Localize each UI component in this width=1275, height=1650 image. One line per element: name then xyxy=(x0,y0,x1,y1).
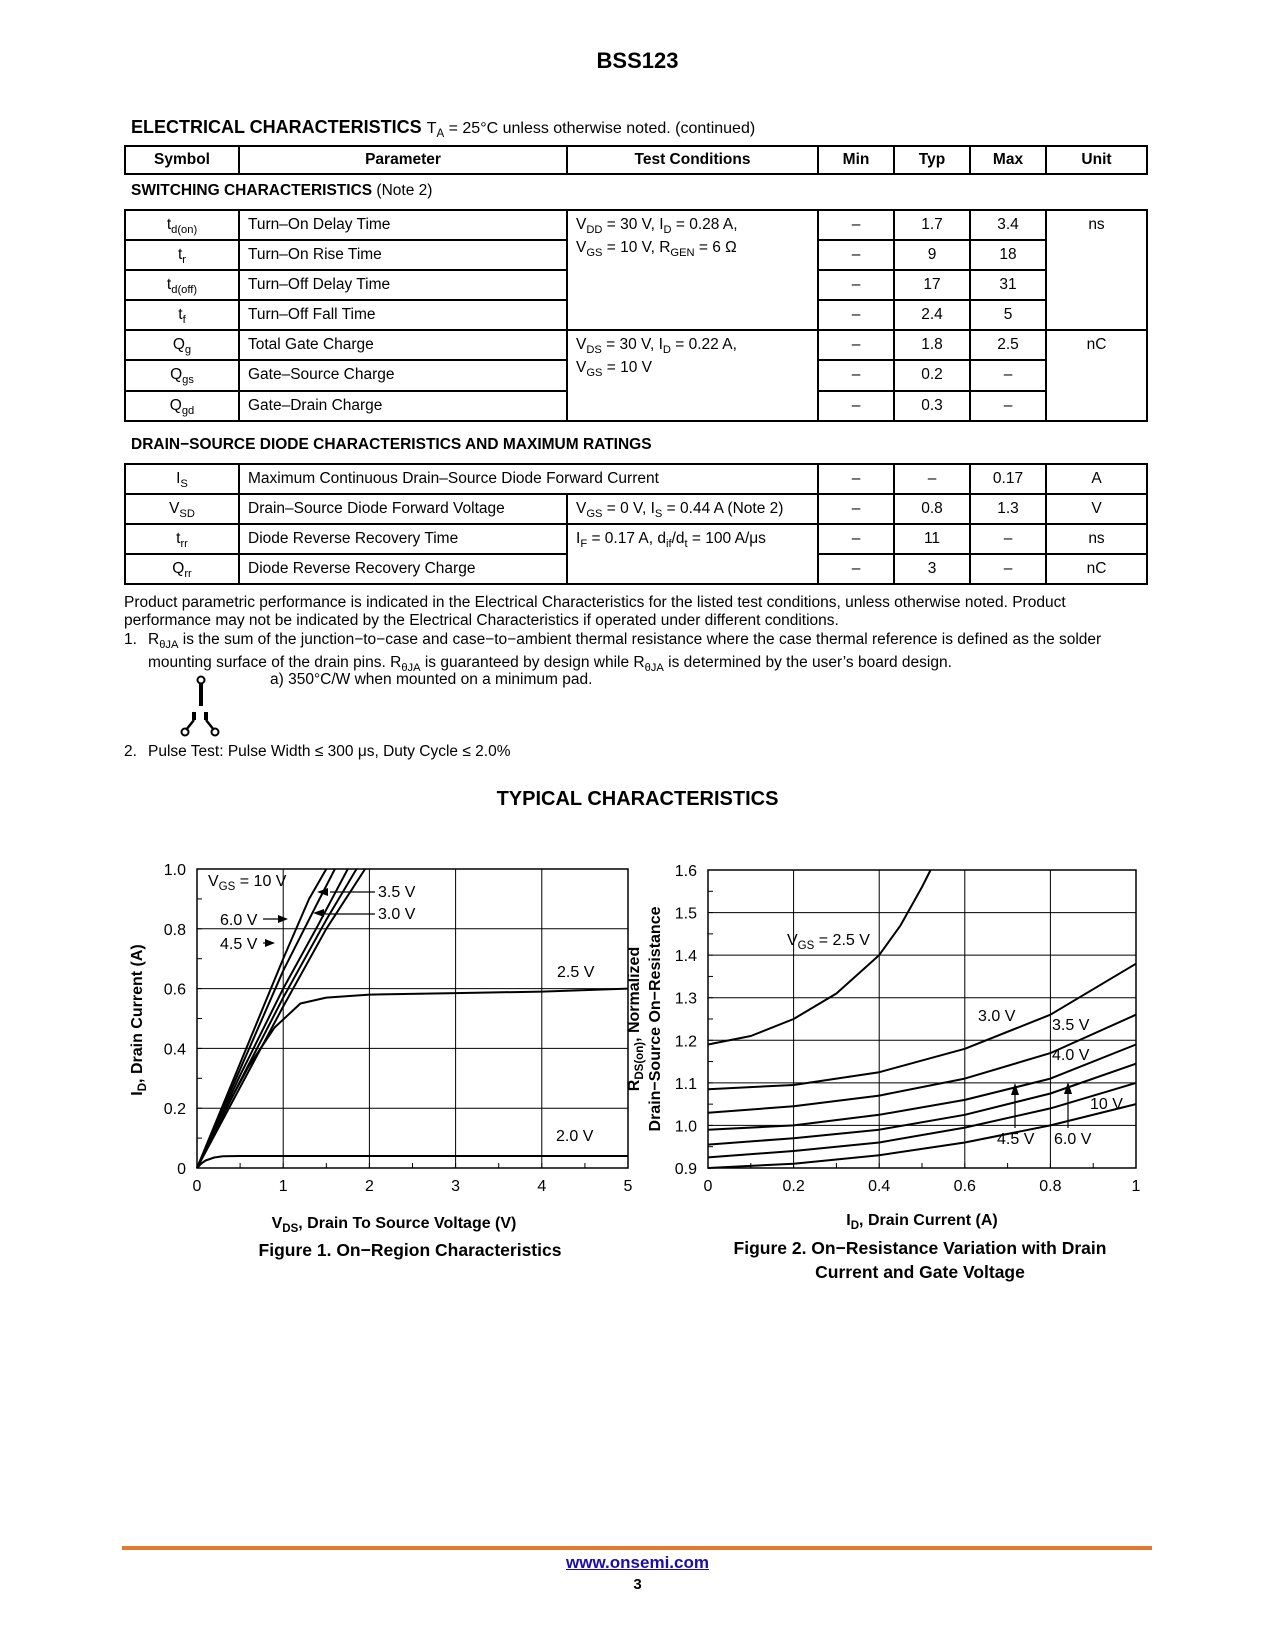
note-1a: a) 350°C/W when mounted on a minimum pad. xyxy=(270,671,593,688)
diode-section-label: DRAIN−SOURCE DIODE CHARACTERISTICS AND MAXIMUM RATINGS xyxy=(131,436,652,453)
table-row xyxy=(125,210,1147,240)
min-cell: – xyxy=(818,464,894,494)
y-tick-label: 1.3 xyxy=(674,990,697,1008)
unit-cell: ns xyxy=(1046,210,1147,330)
col-typ: Typ xyxy=(894,146,970,174)
typ-cell: 3 xyxy=(894,554,970,584)
symbol-cell: $t_r$ xyxy=(125,240,239,270)
symbol-cell: $Q_{gd}$ xyxy=(125,391,239,421)
series-label-4p5V: 4.5 V xyxy=(220,936,258,953)
max-cell: – xyxy=(970,524,1046,554)
note-2: 2. Pulse Test: Pulse Width ≤ 300 μs, Duty Cycle ≤ 2.0% xyxy=(124,743,1154,761)
typ-cell: 0.2 xyxy=(894,360,970,390)
typ-cell: 9 xyxy=(894,240,970,270)
x-tick-label: 4 xyxy=(537,1178,547,1195)
typ-cell: 1.8 xyxy=(894,330,970,360)
col-symbol: Symbol xyxy=(125,146,239,174)
typ-cell: 1.7 xyxy=(894,210,970,240)
series-label-4p0V: 4.0 V xyxy=(1052,1047,1090,1064)
symbol-cell: $t_{d(on)}$ xyxy=(125,210,239,240)
y-tick-label: 1.4 xyxy=(674,948,697,966)
col-min: Min xyxy=(818,146,894,174)
max-cell: 1.3 xyxy=(970,494,1046,524)
note-1: 1. $R_{\theta JA}$ is the sum of the junction−to−case and case−to−ambient thermal resistance where the case thermal reference is defined as the solder mounting surface of the drain pins. $R_{\theta JA}$ is guaranteed by design while $R_{\theta JA}$ is determined by the user’s board design. xyxy=(124,631,1154,677)
note-1-text: $R_{\theta JA}$ is the sum of the junction−to−case and case−to−ambient thermal resistance where the case thermal reference is defined as the solder mounting surface of the drain pins. $R_{\theta JA}$ is guaranteed by design while $R_{\theta JA}$ is determined by the user’s board design. xyxy=(148,631,1102,675)
arrow-4p5V xyxy=(265,939,275,947)
figure-2-caption-line1: Figure 2. On−Resistance Variation with Drain xyxy=(733,1238,1107,1258)
figure-1-chart xyxy=(120,845,640,1235)
typical-characteristics-title: TYPICAL CHARACTERISTICS xyxy=(496,788,779,810)
table-row xyxy=(125,464,1147,494)
max-cell: 18 xyxy=(970,240,1046,270)
max-cell: 5 xyxy=(970,300,1046,330)
test-conditions-cell: $V_{GS} = 0$ V, $I_S = 0.44$ A (Note 2) xyxy=(567,494,818,524)
x-axis-label: $I_D$, Drain Current (A) xyxy=(846,1212,998,1232)
diode-table xyxy=(124,463,1148,585)
symbol-cell: $Q_g$ xyxy=(125,330,239,360)
ec-heading-condition: $T_A = 25^\circ C$ unless otherwise noted. (continued) xyxy=(426,120,756,141)
parameter-cell: Drain–Source Diode Forward Voltage xyxy=(239,494,567,524)
x-axis-label: $V_{DS}$, Drain To Source Voltage (V) xyxy=(271,1215,517,1235)
series-label-3p5V: 3.5 V xyxy=(1052,1017,1090,1034)
y-tick-label: 1.0 xyxy=(674,1118,697,1136)
footer-website-link[interactable]: www.onsemi.com xyxy=(566,1553,709,1572)
typ-cell: 11 xyxy=(894,524,970,554)
series-label-3p0V: 3.0 V xyxy=(378,906,416,923)
y-axis-label-line1: $R_{DS(on)}$, Normalized xyxy=(626,946,646,1092)
y-tick-label: 0 xyxy=(177,1161,186,1178)
symbol-cell: $t_{d(off)}$ xyxy=(125,270,239,300)
series-label-4p5V: 4.5 V xyxy=(997,1131,1035,1148)
y-tick-label: 1.2 xyxy=(674,1033,697,1051)
parameter-cell: Total Gate Charge xyxy=(239,330,567,360)
typ-cell: – xyxy=(894,464,970,494)
y-tick-label: 0.4 xyxy=(163,1041,186,1059)
test-conditions-cell: $I_F = 0.17$ A, $d_{if}/d_t = 100$ A/μs xyxy=(567,524,818,584)
series-label-2p0V: 2.0 V xyxy=(556,1128,594,1145)
series-label-2p5V: 2.5 V xyxy=(557,964,595,981)
series-label-2p5V: $V_{GS} = 2.5$ V xyxy=(787,932,870,952)
min-cell: – xyxy=(818,524,894,554)
y-tick-label: 1.0 xyxy=(163,862,186,879)
series-label-3p0V: 3.0 V xyxy=(978,1008,1016,1025)
max-cell: 2.5 xyxy=(970,330,1046,360)
x-tick-label: 5 xyxy=(623,1178,633,1195)
page-number: 3 xyxy=(633,1576,642,1593)
unit-cell: ns xyxy=(1046,524,1147,554)
typ-cell: 0.8 xyxy=(894,494,970,524)
max-cell: 0.17 xyxy=(970,464,1046,494)
parameter-cell: Diode Reverse Recovery Charge xyxy=(239,554,567,584)
symbol-cell: $V_{SD}$ xyxy=(125,494,239,524)
x-tick-label: 3 xyxy=(451,1178,461,1195)
y-tick-label: 0.8 xyxy=(163,921,186,939)
switching-table xyxy=(124,209,1148,422)
y-axis-label: $I_D$, Drain Current (A) xyxy=(129,944,149,1096)
x-tick-label: 1 xyxy=(278,1178,288,1195)
parametric-note: Product parametric performance is indicated in the Electrical Characteristics for the listed test conditions, unless otherwise noted. Product performance may not be indicated by the Electrical Characteristics if operated under different conditions. xyxy=(124,594,1066,629)
min-cell: – xyxy=(818,210,894,240)
x-tick-label: 1 xyxy=(1131,1178,1141,1195)
min-cell: – xyxy=(818,240,894,270)
y-tick-label: 1.1 xyxy=(674,1075,697,1093)
figure-2-chart xyxy=(620,845,1141,1232)
parameter-cell: Gate–Source Charge xyxy=(239,360,567,390)
symbol-cell: $t_f$ xyxy=(125,300,239,330)
min-cell: – xyxy=(818,330,894,360)
parameter-cell: Diode Reverse Recovery Time xyxy=(239,524,567,554)
max-cell: – xyxy=(970,391,1046,421)
y-tick-label: 1.6 xyxy=(674,863,697,880)
parameter-cell: Turn–Off Fall Time xyxy=(239,300,567,330)
table-row xyxy=(125,330,1147,360)
figure-1-caption: Figure 1. On−Region Characteristics xyxy=(258,1240,562,1260)
max-cell: – xyxy=(970,554,1046,584)
max-cell: – xyxy=(970,360,1046,390)
spec-header-table xyxy=(124,145,1148,175)
note-2-text: Pulse Test: Pulse Width ≤ 300 μs, Duty Cycle ≤ 2.0% xyxy=(148,743,511,760)
x-tick-label: 0 xyxy=(703,1178,713,1195)
series-label-10V: 10 V xyxy=(1090,1096,1123,1113)
x-tick-label: 0.2 xyxy=(782,1178,805,1195)
min-cell: – xyxy=(818,360,894,390)
x-tick-label: 0 xyxy=(192,1178,202,1195)
parameter-cell: Gate–Drain Charge xyxy=(239,391,567,421)
test-conditions-cell: $V_{DD} = 30$ V, $I_D = 0.28$ A, $V_{GS} = 10$ V, $R_{GEN} = 6$ Ω xyxy=(567,210,818,330)
electrical-characteristics-heading xyxy=(131,117,755,140)
unit-cell: nC xyxy=(1046,330,1147,420)
x-tick-label: 2 xyxy=(364,1178,374,1195)
typ-cell: 2.4 xyxy=(894,300,970,330)
series-label-6p0V: 6.0 V xyxy=(1054,1131,1092,1148)
max-cell: 3.4 xyxy=(970,210,1046,240)
ec-heading-title: ELECTRICAL CHARACTERISTICS xyxy=(131,117,422,137)
table-row xyxy=(125,494,1147,524)
y-tick-label: 0.2 xyxy=(163,1101,186,1119)
unit-cell: A xyxy=(1046,464,1147,494)
y-tick-label: 1.5 xyxy=(674,905,697,923)
y-tick-label: 0.9 xyxy=(674,1161,697,1178)
unit-cell: V xyxy=(1046,494,1147,524)
parameter-cell: Maximum Continuous Drain–Source Diode Forward Current xyxy=(239,464,818,494)
switching-section-label: SWITCHING CHARACTERISTICS (Note 2) xyxy=(131,182,433,199)
parameter-cell: Turn–On Rise Time xyxy=(239,240,567,270)
parameter-cell: Turn–On Delay Time xyxy=(239,210,567,240)
min-cell: – xyxy=(818,300,894,330)
test-conditions-cell: $V_{DS} = 30$ V, $I_D = 0.22$ A, $V_{GS} = 10$ V xyxy=(567,330,818,420)
symbol-cell: $I_S$ xyxy=(125,464,239,494)
footer-divider xyxy=(122,1546,1152,1550)
col-unit: Unit xyxy=(1046,146,1147,174)
unit-cell: nC xyxy=(1046,554,1147,584)
figure-2-caption-line2: Current and Gate Voltage xyxy=(815,1262,1025,1282)
series-label-6V: 6.0 V xyxy=(220,912,258,929)
min-cell: – xyxy=(818,270,894,300)
col-test-conditions: Test Conditions xyxy=(567,146,818,174)
y-tick-label: 0.6 xyxy=(163,981,186,999)
min-cell: – xyxy=(818,391,894,421)
symbol-cell: $Q_{gs}$ xyxy=(125,360,239,390)
page-title: BSS123 xyxy=(596,48,679,73)
minimum-pad-icon xyxy=(178,674,222,736)
min-cell: – xyxy=(818,554,894,584)
series-label-3p5V: 3.5 V xyxy=(378,884,416,901)
col-parameter: Parameter xyxy=(239,146,567,174)
series-line-25V xyxy=(708,870,931,1045)
x-tick-label: 0.6 xyxy=(953,1178,976,1195)
table-row xyxy=(125,524,1147,554)
col-max: Max xyxy=(970,146,1046,174)
y-axis-label-line2: Drain−Source On−Resistance xyxy=(647,906,664,1132)
max-cell: 31 xyxy=(970,270,1046,300)
symbol-cell: $t_{rr}$ xyxy=(125,524,239,554)
figure-2-caption xyxy=(680,1236,1160,1284)
min-cell: – xyxy=(818,494,894,524)
symbol-cell: $Q_{rr}$ xyxy=(125,554,239,584)
x-tick-label: 0.8 xyxy=(1039,1178,1062,1195)
typ-cell: 0.3 xyxy=(894,391,970,421)
parameter-cell: Turn–Off Delay Time xyxy=(239,270,567,300)
typ-cell: 17 xyxy=(894,270,970,300)
x-tick-label: 0.4 xyxy=(868,1178,891,1195)
series-label-10V: $V_{GS} = 10$ V xyxy=(208,873,287,893)
